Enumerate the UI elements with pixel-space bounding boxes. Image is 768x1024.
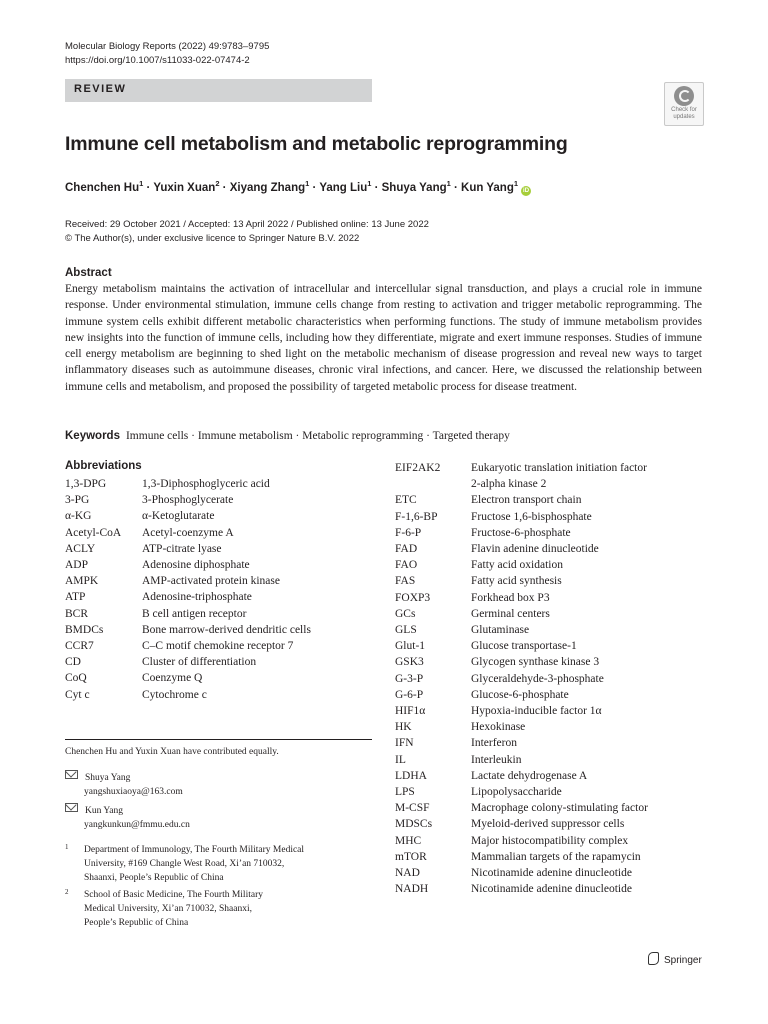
author-affiliation-mark: 1 bbox=[305, 179, 310, 188]
abbreviation-row bbox=[395, 752, 648, 768]
corresponding-author-name: Kun Yang bbox=[85, 806, 124, 816]
doi-link[interactable]: https://doi.org/10.1007/s11033-022-07474-2 bbox=[65, 55, 250, 66]
affiliation-line: Department of Immunology, The Fourth Military Medical bbox=[84, 845, 305, 855]
abbreviation-term: EIF2AK2 bbox=[395, 462, 441, 474]
abbreviation-term: GCs bbox=[395, 607, 416, 620]
author-name: Shuya Yang bbox=[381, 181, 447, 194]
keywords-list: Immune cells · Immune metabolism · Metabolic reprogramming · Targeted therapy bbox=[125, 430, 510, 442]
abbreviation-term: CCR7 bbox=[65, 640, 94, 653]
equal-contribution-note: Chenchen Hu and Yuxin Xuan have contributed equally. bbox=[65, 747, 279, 757]
author-affiliation-mark: 1 bbox=[513, 179, 519, 188]
author-affiliation-mark: 1 bbox=[367, 179, 372, 188]
abbreviation-definition: Adenosine-triphosphate bbox=[142, 591, 252, 604]
abbreviation-definition: Coenzyme Q bbox=[142, 672, 203, 685]
abbreviation-row bbox=[395, 622, 648, 638]
envelope-icon bbox=[65, 803, 78, 812]
abbreviation-definition: Interleukin bbox=[471, 753, 522, 766]
abbreviation-term: AMPK bbox=[65, 575, 99, 588]
abbreviation-definition: 1,3-Diphosphoglyceric acid bbox=[142, 478, 270, 490]
abbreviation-term: Acetyl-CoA bbox=[65, 526, 122, 539]
abstract-heading: Abstract bbox=[65, 267, 112, 279]
keywords-label: Keywords bbox=[65, 430, 120, 442]
abbreviation-row bbox=[65, 476, 311, 492]
check-for-updates-badge[interactable] bbox=[664, 82, 704, 126]
copyright-line: © The Author(s), under exclusive licence to Springer Nature B.V. 2022 bbox=[65, 233, 360, 244]
abbreviation-definition: Acetyl-coenzyme A bbox=[142, 526, 234, 539]
abbreviation-term: F-6-P bbox=[395, 526, 422, 539]
abbreviation-definition: Fatty acid oxidation bbox=[471, 559, 563, 572]
abbreviation-term: HK bbox=[395, 721, 412, 734]
abbreviation-row bbox=[395, 865, 648, 881]
abbreviation-term: ATP bbox=[65, 591, 86, 604]
abbreviation-term: α-KG bbox=[65, 510, 92, 523]
abbreviation-definition: Interferon bbox=[471, 737, 517, 750]
abbreviation-row bbox=[65, 606, 311, 622]
corresponding-author-name: Shuya Yang bbox=[85, 773, 131, 783]
journal-header bbox=[65, 40, 269, 68]
abbreviation-term: HIF1α bbox=[395, 705, 426, 718]
affiliation-number: 1 bbox=[65, 843, 69, 851]
abbreviation-row bbox=[65, 654, 311, 670]
abbreviation-definition: Adenosine diphosphate bbox=[142, 559, 250, 572]
abbreviation-row bbox=[65, 622, 311, 638]
abbreviation-row bbox=[395, 687, 648, 703]
abbreviation-term: LPS bbox=[395, 786, 415, 799]
journal-citation: Molecular Biology Reports (2022) 49:9783–9795 bbox=[65, 41, 270, 52]
footnote-divider bbox=[65, 739, 372, 740]
abbreviation-definition: B cell antigen receptor bbox=[142, 607, 247, 620]
abbreviation-definition: Electron transport chain bbox=[471, 494, 582, 507]
abbreviation-definition: ATP-citrate lyase bbox=[142, 542, 222, 555]
abbreviation-row bbox=[65, 670, 311, 686]
abbreviation-definition: Cluster of differentiation bbox=[142, 656, 257, 669]
abbreviation-definition: Mammalian targets of the rapamycin bbox=[471, 850, 641, 863]
abbreviation-row bbox=[395, 557, 648, 573]
abbreviations-heading: Abbreviations bbox=[65, 460, 142, 472]
affiliation-line: University, #169 Changle West Road, Xi’an 710032, bbox=[84, 859, 285, 869]
abbreviation-row bbox=[395, 671, 648, 687]
abbreviation-definition: Flavin adenine dinucleotide bbox=[471, 543, 599, 556]
abbreviation-term: GSK3 bbox=[395, 656, 424, 669]
abbreviation-row bbox=[395, 849, 648, 865]
abbreviation-row bbox=[395, 768, 648, 784]
abbreviation-term: ACLY bbox=[65, 542, 96, 555]
abbreviation-definition: Glucose-6-phosphate bbox=[471, 688, 569, 701]
abbreviation-row bbox=[65, 508, 311, 524]
keywords bbox=[65, 430, 510, 442]
author-name: Yang Liu bbox=[319, 181, 368, 194]
abbreviation-definition: α-Ketoglutarate bbox=[142, 510, 215, 523]
abbreviation-definition: Major histocompatibility complex bbox=[471, 834, 629, 847]
abbreviation-row bbox=[395, 784, 648, 800]
publication-dates bbox=[65, 218, 429, 246]
author-name: Yuxin Xuan bbox=[153, 181, 216, 194]
abbreviation-definition: Fructose 1,6-bisphosphate bbox=[471, 510, 592, 523]
abbreviation-row bbox=[395, 638, 648, 654]
abbreviation-definition: Hexokinase bbox=[471, 721, 526, 734]
abbreviation-row bbox=[65, 589, 311, 605]
abbreviation-term: IL bbox=[395, 753, 406, 766]
abbreviation-definition: 3-Phosphoglycerate bbox=[142, 494, 234, 507]
abbreviation-row bbox=[65, 573, 311, 589]
abbreviation-term: FOXP3 bbox=[395, 591, 431, 604]
abbreviation-term: M-CSF bbox=[395, 802, 430, 815]
abbreviation-definition: Fructose-6-phosphate bbox=[471, 526, 571, 539]
abbreviation-row bbox=[395, 654, 648, 670]
abbreviation-row bbox=[395, 735, 648, 751]
history-dates: Received: 29 October 2021 / Accepted: 13 April 2022 / Published online: 13 June 2022 bbox=[65, 219, 429, 230]
check-updates-line2: updates bbox=[673, 114, 695, 120]
abbreviation-term: ADP bbox=[65, 559, 89, 572]
correspondence-entry bbox=[65, 770, 183, 799]
abbreviation-term: Glut-1 bbox=[395, 640, 426, 653]
abbreviation-row bbox=[65, 687, 311, 703]
abbreviation-row bbox=[395, 606, 648, 622]
email-link[interactable]: yangshuxiaoya@163.com bbox=[84, 787, 183, 797]
abbreviation-definition: AMP-activated protein kinase bbox=[142, 575, 280, 588]
abbreviation-row bbox=[395, 492, 648, 508]
abbreviation-definition: C–C motif chemokine receptor 7 bbox=[142, 640, 294, 653]
abbreviation-row bbox=[65, 541, 311, 557]
affiliation-number: 2 bbox=[65, 888, 69, 896]
abbreviation-row bbox=[395, 800, 648, 816]
abbreviation-row bbox=[395, 525, 648, 541]
abbreviation-row bbox=[395, 816, 648, 832]
author-name: Xiyang Zhang bbox=[229, 181, 306, 194]
email-link[interactable]: yangkunkun@fmmu.edu.cn bbox=[84, 820, 190, 830]
affiliation-1 bbox=[65, 843, 304, 885]
publisher-name: Springer bbox=[664, 955, 702, 966]
abbreviation-term: NADH bbox=[395, 883, 429, 896]
abbreviation-definition: Lactate dehydrogenase A bbox=[471, 769, 588, 782]
check-updates-line1: Check for bbox=[671, 107, 697, 113]
abbreviation-row bbox=[65, 638, 311, 654]
abbreviation-term: 1,3-DPG bbox=[65, 478, 107, 490]
abbreviation-term: FAS bbox=[395, 575, 416, 588]
article-title: Immune cell metabolism and metabolic reprogramming bbox=[65, 133, 568, 155]
abbreviation-definition: Glucose transportase-1 bbox=[471, 640, 577, 653]
author-affiliation-mark: 1 bbox=[139, 179, 144, 188]
abbreviation-definition: Nicotinamide adenine dinucleotide bbox=[471, 867, 632, 880]
author-list: Chenchen $Hu^1$ · Yuxin Xuan$^2$ · Xiyang Zhang$^1$ · Yang Liu$^1$ · Shuya Yang$^1$ · Kun Yang$^1$iD bbox=[65, 179, 530, 194]
abbreviation-row bbox=[395, 476, 648, 492]
abbreviation-row bbox=[395, 541, 648, 557]
abbreviation-term: NAD bbox=[395, 867, 420, 880]
abbreviation-term bbox=[395, 476, 471, 492]
abbreviation-row bbox=[395, 509, 648, 525]
abbreviation-definition: Germinal centers bbox=[471, 607, 550, 620]
abbreviation-term: mTOR bbox=[395, 850, 427, 863]
abbreviation-row bbox=[395, 703, 648, 719]
abbreviations-table-left bbox=[65, 476, 311, 703]
abbreviation-term: Cyt c bbox=[65, 688, 90, 701]
envelope-icon bbox=[65, 770, 78, 779]
abbreviation-term: ETC bbox=[395, 494, 417, 507]
abbreviation-definition: Glyceraldehyde-3-phosphate bbox=[471, 672, 604, 685]
abbreviation-definition: Glutaminase bbox=[471, 624, 530, 637]
crossmark-icon bbox=[674, 86, 694, 106]
abbreviation-term: BCR bbox=[65, 607, 89, 620]
author-name: Kun Yang bbox=[461, 181, 514, 194]
section-banner bbox=[65, 79, 372, 102]
abbreviation-term: BMDCs bbox=[65, 623, 104, 636]
abbreviation-term: CD bbox=[65, 656, 81, 669]
abbreviation-term: F-1,6-BP bbox=[395, 510, 438, 523]
abbreviations-table-right bbox=[395, 460, 648, 897]
abbreviation-row bbox=[395, 573, 648, 589]
author-affiliation-mark: 2 bbox=[215, 179, 220, 188]
correspondence-entry bbox=[65, 803, 190, 832]
affiliation-line: Medical University, Xi’an 710032, Shaanxi, bbox=[84, 904, 252, 914]
abbreviation-definition: Forkhead box P3 bbox=[471, 591, 550, 604]
abbreviation-definition: Hypoxia-inducible factor 1α bbox=[471, 705, 602, 718]
author-name: Chenchen Hu bbox=[65, 181, 140, 194]
abbreviation-definition: Myeloid-derived suppressor cells bbox=[471, 818, 625, 831]
abbreviation-definition: Nicotinamide adenine dinucleotide bbox=[471, 883, 632, 896]
abbreviation-definition: Lipopolysaccharide bbox=[471, 786, 562, 799]
abbreviation-row bbox=[395, 590, 648, 606]
abbreviation-definition: Macrophage colony-stimulating factor bbox=[471, 802, 648, 815]
abbreviation-term: MDSCs bbox=[395, 818, 433, 831]
abstract-text: Energy metabolism maintains the activation of intracellular and intercellular signal transduction, and plays a crucial role in immune response. Under environmental stimulation, immune cells change from resting to activation and trigger metabolic reprogramming. The immune system cells exhibit different metabolic characteristics when performing functions. The study of immune metabolism provides new insights into the function of immune cells, including how they differentiate, migrate and exert immune responses. Studies of immune cell energy metabolism are beginning to shed light on the metabolic mechanism of disease progression and reveal new ways to target inflammatory diseases such as autoimmune diseases, chronic viral infections, and cancer. Here, we discussed the relationship between immune cells and metabolism, and proposed the possibility of targeted metabolic process for disease treatment. bbox=[65, 283, 702, 393]
orcid-icon[interactable]: iD bbox=[523, 187, 530, 194]
abbreviation-definition: Fatty acid synthesis bbox=[471, 575, 562, 588]
publisher-logo bbox=[648, 952, 702, 966]
abbreviation-term: GLS bbox=[395, 624, 417, 637]
author-affiliation-mark: 1 bbox=[446, 179, 451, 188]
affiliation-2 bbox=[65, 888, 263, 930]
abbreviation-term: LDHA bbox=[395, 769, 427, 782]
abbreviation-term: CoQ bbox=[65, 672, 87, 685]
abbreviation-row bbox=[395, 833, 648, 849]
springer-horse-icon bbox=[648, 952, 659, 965]
abbreviation-definition: Glycogen synthase kinase 3 bbox=[471, 656, 600, 669]
abbreviation-term: G-3-P bbox=[395, 672, 424, 685]
abbreviation-definition: 2-alpha kinase 2 bbox=[471, 478, 547, 491]
abbreviation-term: 3-PG bbox=[65, 494, 90, 507]
section-label: REVIEW bbox=[74, 83, 127, 95]
abbreviation-row bbox=[395, 881, 648, 897]
abbreviation-row bbox=[395, 719, 648, 735]
abbreviation-term: MHC bbox=[395, 834, 422, 847]
affiliation-line: People’s Republic of China bbox=[84, 918, 189, 928]
abbreviation-row bbox=[395, 460, 648, 476]
abbreviation-row bbox=[65, 557, 311, 573]
abbreviation-definition: Cytochrome c bbox=[142, 688, 207, 701]
affiliation-line: School of Basic Medicine, The Fourth Military bbox=[84, 890, 263, 900]
abbreviation-row bbox=[65, 492, 311, 508]
abbreviation-term: G-6-P bbox=[395, 688, 424, 701]
abbreviation-row bbox=[65, 525, 311, 541]
abbreviation-term: IFN bbox=[395, 737, 414, 750]
abbreviation-definition: Bone marrow-derived dendritic cells bbox=[142, 623, 311, 636]
affiliation-line: Shaanxi, People’s Republic of China bbox=[84, 873, 224, 883]
abbreviation-definition: Eukaryotic translation initiation factor bbox=[471, 462, 647, 474]
abbreviation-term: FAD bbox=[395, 543, 418, 556]
abbreviation-term: FAO bbox=[395, 559, 418, 572]
